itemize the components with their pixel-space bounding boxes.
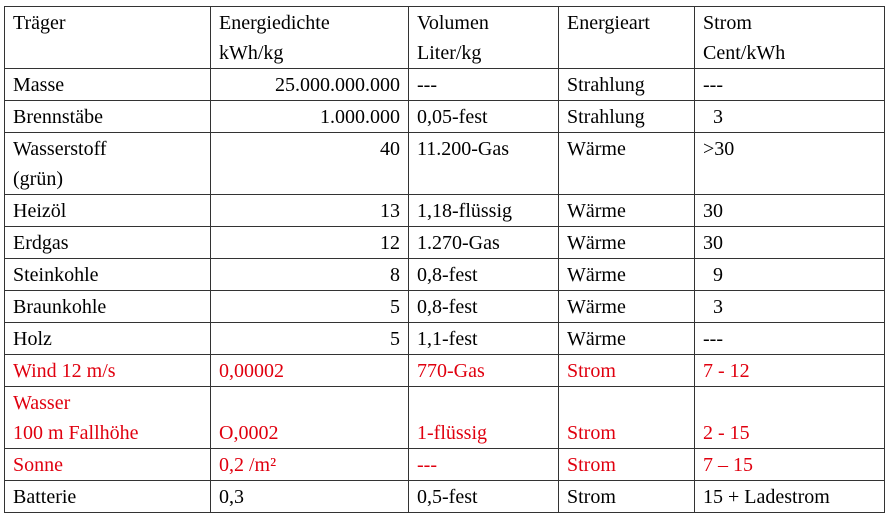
cell-energieart-value: Strom — [567, 422, 616, 444]
cell-energieart — [559, 133, 695, 195]
cell-volumen-value: 1-flüssig — [417, 422, 487, 444]
cell-strom — [695, 323, 885, 355]
cell-volumen — [409, 291, 559, 323]
cell-volumen — [409, 481, 559, 513]
cell-volumen — [409, 195, 559, 227]
cell-energiedichte-value: 12 — [380, 232, 400, 254]
table-row — [5, 259, 885, 291]
cell-energieart — [559, 323, 695, 355]
cell-volumen — [409, 259, 559, 291]
cell-strom-value: 9 — [703, 264, 723, 286]
cell-strom-value: >30 — [703, 138, 735, 160]
cell-strom-value: 30 — [703, 200, 723, 222]
cell-strom-value: 30 — [703, 232, 723, 254]
cell-volumen-value: 0,05-fest — [417, 106, 488, 128]
cell-energiedichte-value: 8 — [390, 264, 400, 286]
table-row — [5, 101, 885, 133]
cell-volumen-value: 1,1-fest — [417, 328, 478, 350]
cell-volumen — [409, 387, 559, 449]
table-row — [5, 69, 885, 101]
cell-energiedichte-value: 0,2 /m² — [219, 454, 277, 476]
cell-traeger — [5, 449, 211, 481]
cell-traeger — [5, 387, 211, 449]
table-row — [5, 355, 885, 387]
table-row — [5, 449, 885, 481]
cell-energiedichte-value: 5 — [390, 296, 400, 318]
energy-carrier-table — [4, 6, 885, 513]
cell-strom-value: --- — [703, 328, 723, 350]
header-traeger — [5, 7, 211, 69]
cell-energiedichte-value: O,0002 — [219, 422, 279, 444]
traeger-name: Masse — [13, 74, 65, 96]
cell-energiedichte — [211, 101, 409, 133]
cell-energieart — [559, 291, 695, 323]
cell-energiedichte-value: 25.000.000.000 — [275, 74, 400, 96]
cell-volumen-value: 0,8-fest — [417, 264, 478, 286]
cell-energieart-value: Wärme — [567, 138, 626, 160]
traeger-name: Holz — [13, 328, 52, 350]
header-volumen-label: Volumen — [417, 12, 489, 34]
cell-energieart-value: Wärme — [567, 264, 626, 286]
cell-energieart — [559, 355, 695, 387]
cell-energiedichte-value: 13 — [380, 200, 400, 222]
cell-energieart — [559, 69, 695, 101]
cell-energieart-value: Strahlung — [567, 106, 645, 128]
cell-energieart — [559, 227, 695, 259]
header-volumen-unit: Liter/kg — [417, 42, 482, 64]
table-row — [5, 195, 885, 227]
header-energiedichte-unit: kWh/kg — [219, 42, 284, 64]
cell-volumen-value: 11.200-Gas — [417, 138, 510, 160]
header-volumen — [409, 7, 559, 69]
header-traeger-label: Träger — [13, 12, 66, 34]
cell-energieart-value: Strahlung — [567, 74, 645, 96]
cell-strom — [695, 481, 885, 513]
cell-volumen-value: 0,5-fest — [417, 486, 478, 508]
cell-energiedichte-value: 40 — [380, 138, 400, 160]
traeger-name: Heizöl — [13, 200, 67, 222]
traeger-name: Batterie — [13, 486, 77, 508]
cell-energiedichte — [211, 481, 409, 513]
traeger-name: Wasserstoff — [13, 138, 107, 160]
cell-volumen-value: 1.270-Gas — [417, 232, 500, 254]
cell-strom-value: 2 - 15 — [703, 422, 750, 444]
cell-energieart — [559, 387, 695, 449]
cell-strom — [695, 291, 885, 323]
cell-volumen — [409, 449, 559, 481]
header-energiedichte-label: Energiedichte — [219, 12, 330, 34]
cell-strom — [695, 449, 885, 481]
cell-volumen — [409, 133, 559, 195]
cell-energieart-value: Wärme — [567, 200, 626, 222]
cell-volumen-value: --- — [417, 74, 437, 96]
cell-strom-value: 3 — [703, 106, 723, 128]
cell-strom — [695, 101, 885, 133]
traeger-name: Braunkohle — [13, 296, 107, 318]
cell-volumen-value: 1,18-flüssig — [417, 200, 512, 222]
cell-energieart-value: Strom — [567, 454, 616, 476]
cell-strom — [695, 387, 885, 449]
cell-traeger — [5, 69, 211, 101]
cell-energiedichte — [211, 449, 409, 481]
cell-energiedichte — [211, 69, 409, 101]
cell-traeger — [5, 195, 211, 227]
cell-traeger — [5, 481, 211, 513]
cell-energiedichte — [211, 291, 409, 323]
header-energiedichte — [211, 7, 409, 69]
cell-traeger — [5, 227, 211, 259]
cell-energieart-value: Wärme — [567, 328, 626, 350]
cell-strom — [695, 133, 885, 195]
cell-traeger — [5, 355, 211, 387]
cell-strom-value: 7 - 12 — [703, 360, 750, 382]
header-energieart-label: Energieart — [567, 12, 650, 34]
traeger-name: Wasser — [13, 392, 71, 414]
cell-energieart — [559, 259, 695, 291]
cell-energiedichte — [211, 195, 409, 227]
table-row — [5, 387, 885, 449]
header-strom-unit: Cent/kWh — [703, 42, 786, 64]
table-row — [5, 133, 885, 195]
cell-strom — [695, 195, 885, 227]
cell-volumen — [409, 227, 559, 259]
cell-volumen — [409, 355, 559, 387]
table-row — [5, 481, 885, 513]
cell-energiedichte-value: 1.000.000 — [320, 106, 400, 128]
cell-strom-value: --- — [703, 74, 723, 96]
table-row — [5, 291, 885, 323]
cell-traeger — [5, 323, 211, 355]
cell-energiedichte-value: 5 — [390, 328, 400, 350]
cell-energieart-value: Wärme — [567, 296, 626, 318]
cell-energiedichte — [211, 133, 409, 195]
traeger-name-line2: (grün) — [13, 168, 63, 190]
cell-strom — [695, 227, 885, 259]
table-row — [5, 227, 885, 259]
cell-volumen — [409, 101, 559, 133]
cell-volumen — [409, 323, 559, 355]
cell-energieart — [559, 481, 695, 513]
traeger-name: Wind 12 m/s — [13, 360, 116, 382]
cell-energiedichte — [211, 355, 409, 387]
traeger-name: Erdgas — [13, 232, 69, 254]
cell-energieart — [559, 449, 695, 481]
cell-strom — [695, 69, 885, 101]
cell-traeger — [5, 259, 211, 291]
traeger-name: Sonne — [13, 454, 63, 476]
cell-volumen-value: 770-Gas — [417, 360, 485, 382]
cell-traeger — [5, 133, 211, 195]
traeger-name: Steinkohle — [13, 264, 99, 286]
cell-energiedichte-value: 0,00002 — [219, 360, 284, 382]
cell-strom — [695, 355, 885, 387]
cell-volumen — [409, 69, 559, 101]
cell-energiedichte-value: 0,3 — [219, 486, 244, 508]
table-row — [5, 323, 885, 355]
cell-energieart-value: Strom — [567, 486, 616, 508]
cell-volumen-value: 0,8-fest — [417, 296, 478, 318]
header-strom-label: Strom — [703, 12, 752, 34]
traeger-name: Brennstäbe — [13, 106, 103, 128]
cell-strom-value: 15 + Ladestrom — [703, 486, 830, 508]
cell-strom-value: 7 – 15 — [703, 454, 753, 476]
cell-energiedichte — [211, 323, 409, 355]
header-strom — [695, 7, 885, 69]
traeger-name-line2: 100 m Fallhöhe — [13, 422, 139, 444]
table-header-row — [5, 7, 885, 69]
cell-energiedichte — [211, 259, 409, 291]
cell-energieart — [559, 101, 695, 133]
cell-energieart-value: Wärme — [567, 232, 626, 254]
cell-volumen-value: --- — [417, 454, 437, 476]
cell-strom — [695, 259, 885, 291]
header-energieart — [559, 7, 695, 69]
cell-energieart-value: Strom — [567, 360, 616, 382]
cell-energiedichte — [211, 387, 409, 449]
cell-energiedichte — [211, 227, 409, 259]
cell-traeger — [5, 291, 211, 323]
cell-strom-value: 3 — [703, 296, 723, 318]
cell-energieart — [559, 195, 695, 227]
cell-traeger — [5, 101, 211, 133]
